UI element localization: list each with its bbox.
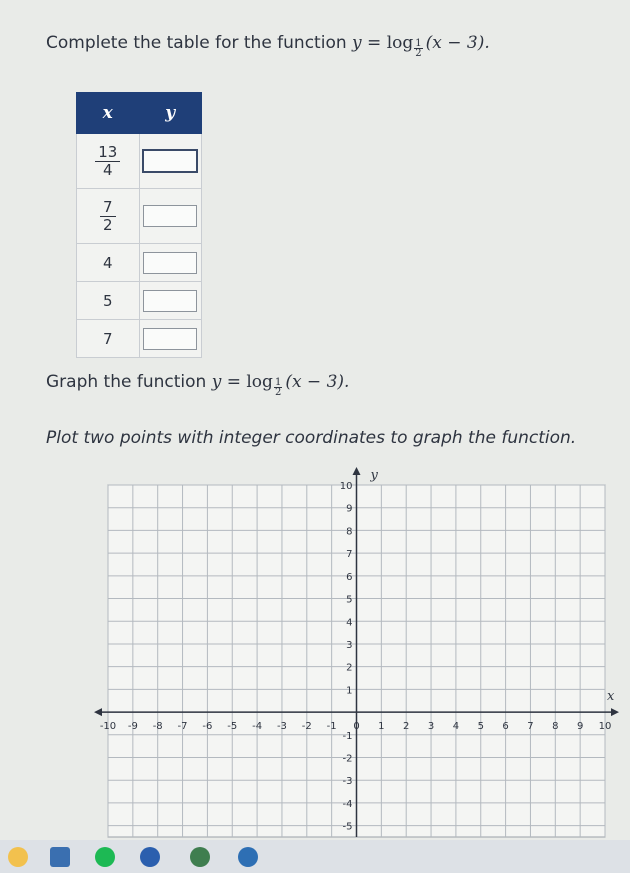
- x-numerator: 7: [100, 199, 116, 217]
- base-denominator: 2: [274, 387, 282, 398]
- x-tick-label: -8: [152, 721, 163, 733]
- x-tick-label: -1: [326, 721, 337, 733]
- function-expression: [352, 33, 490, 59]
- base-numerator: 1: [274, 377, 282, 388]
- y-answer-input[interactable]: [143, 290, 197, 312]
- table-header-y: y: [139, 93, 202, 134]
- x-cell: 5: [77, 282, 140, 320]
- x-cell: 4: [77, 244, 140, 282]
- value-table: [76, 92, 202, 358]
- y-answer-input[interactable]: [142, 149, 198, 173]
- y-tick-label: 3: [346, 639, 353, 651]
- y-tick-label: 2: [346, 662, 353, 674]
- chrome-icon[interactable]: [190, 847, 210, 867]
- func-y: y: [211, 372, 222, 392]
- x-cell: [77, 134, 140, 189]
- x-tick-label: 7: [527, 721, 534, 733]
- y-axis-label: y: [370, 468, 378, 483]
- func-argument: (x − 3).: [285, 372, 350, 392]
- x-tick-label: -4: [252, 721, 263, 733]
- x-tick-label: -7: [177, 721, 188, 733]
- y-cell: [139, 189, 202, 244]
- y-tick-label: -1: [342, 730, 353, 742]
- y-cell: [139, 244, 202, 282]
- y-cell: [139, 282, 202, 320]
- y-answer-input[interactable]: [143, 328, 197, 350]
- y-tick-label: 5: [346, 594, 353, 606]
- app-icon-6[interactable]: [238, 847, 258, 867]
- y-tick-label: -5: [342, 821, 353, 833]
- x-cell: 7: [77, 320, 140, 358]
- y-tick-label: 1: [346, 685, 353, 697]
- log-base: [274, 378, 282, 397]
- y-tick-label: 9: [346, 503, 353, 515]
- app-icon-4[interactable]: [140, 847, 160, 867]
- function-expression: [211, 372, 350, 398]
- x-axis-label: x: [607, 689, 615, 705]
- y-tick-label: -3: [342, 776, 353, 788]
- func-eq: =: [226, 372, 241, 392]
- x-denominator: 4: [102, 160, 113, 179]
- question-text: Complete the table for the function: [46, 33, 347, 53]
- x-tick-label: -6: [202, 721, 213, 733]
- y-tick-label: 4: [346, 617, 353, 629]
- y-tick-label: -2: [342, 753, 353, 765]
- x-denominator: 2: [102, 215, 113, 234]
- table-row: [77, 189, 202, 244]
- table-header-row: [77, 93, 202, 134]
- x-tick-label: 3: [427, 721, 435, 733]
- y-answer-input[interactable]: [143, 205, 197, 227]
- x-tick-label: 9: [576, 721, 584, 733]
- func-y: y: [352, 33, 362, 53]
- app-icon-1[interactable]: [8, 847, 28, 867]
- y-answer-input[interactable]: [143, 252, 197, 274]
- y-tick-label: 6: [346, 571, 353, 583]
- y-tick-label: 8: [346, 526, 353, 538]
- table-row: [77, 282, 202, 320]
- x-tick-label: 5: [477, 721, 484, 733]
- base-denominator: 2: [415, 48, 422, 59]
- y-tick-label: 10: [339, 481, 353, 492]
- x-tick-label: 1: [378, 721, 385, 733]
- table-header-x: x: [77, 93, 140, 134]
- table-row: [77, 244, 202, 282]
- table-row: [77, 320, 202, 358]
- x-tick-label: -2: [301, 721, 312, 733]
- y-tick-label: 7: [346, 549, 353, 561]
- x-cell: [77, 189, 140, 244]
- spotify-icon[interactable]: [95, 847, 115, 867]
- instruction-text: Plot two points with integer coordinates to graph the function.: [46, 428, 577, 448]
- func-log: log: [246, 372, 273, 392]
- func-log: log: [386, 33, 414, 53]
- log-base: [414, 39, 422, 58]
- app-icon-2[interactable]: [50, 847, 70, 867]
- x-tick-label: 2: [403, 721, 410, 733]
- x-tick-label: 6: [502, 721, 509, 733]
- coordinate-grid[interactable]: [90, 465, 620, 840]
- x-axis-arrow-right: [611, 708, 619, 716]
- func-argument: (x − 3).: [425, 33, 490, 53]
- question-prompt: [46, 33, 490, 58]
- table-row: [77, 134, 202, 189]
- x-tick-label: 8: [552, 721, 559, 733]
- graph-prompt-text: Graph the function: [46, 372, 207, 392]
- y-cell: [139, 134, 202, 189]
- x-tick-label: -3: [276, 721, 287, 733]
- x-tick-label: -5: [227, 721, 238, 733]
- x-numerator: 13: [95, 144, 120, 162]
- x-axis-arrow-left: [94, 708, 102, 716]
- graph-prompt: [46, 372, 349, 397]
- base-numerator: 1: [415, 38, 422, 49]
- x-tick-label: 10: [598, 721, 612, 733]
- y-tick-label: -4: [342, 798, 353, 810]
- y-cell: [139, 320, 202, 358]
- x-tick-label: -9: [127, 721, 138, 733]
- y-axis-arrow-up: [353, 467, 361, 475]
- taskbar: [0, 840, 630, 873]
- func-eq: =: [367, 33, 382, 53]
- x-tick-label: 4: [452, 721, 460, 733]
- x-tick-label: -10: [99, 721, 117, 733]
- x-tick-label: 0: [353, 721, 360, 733]
